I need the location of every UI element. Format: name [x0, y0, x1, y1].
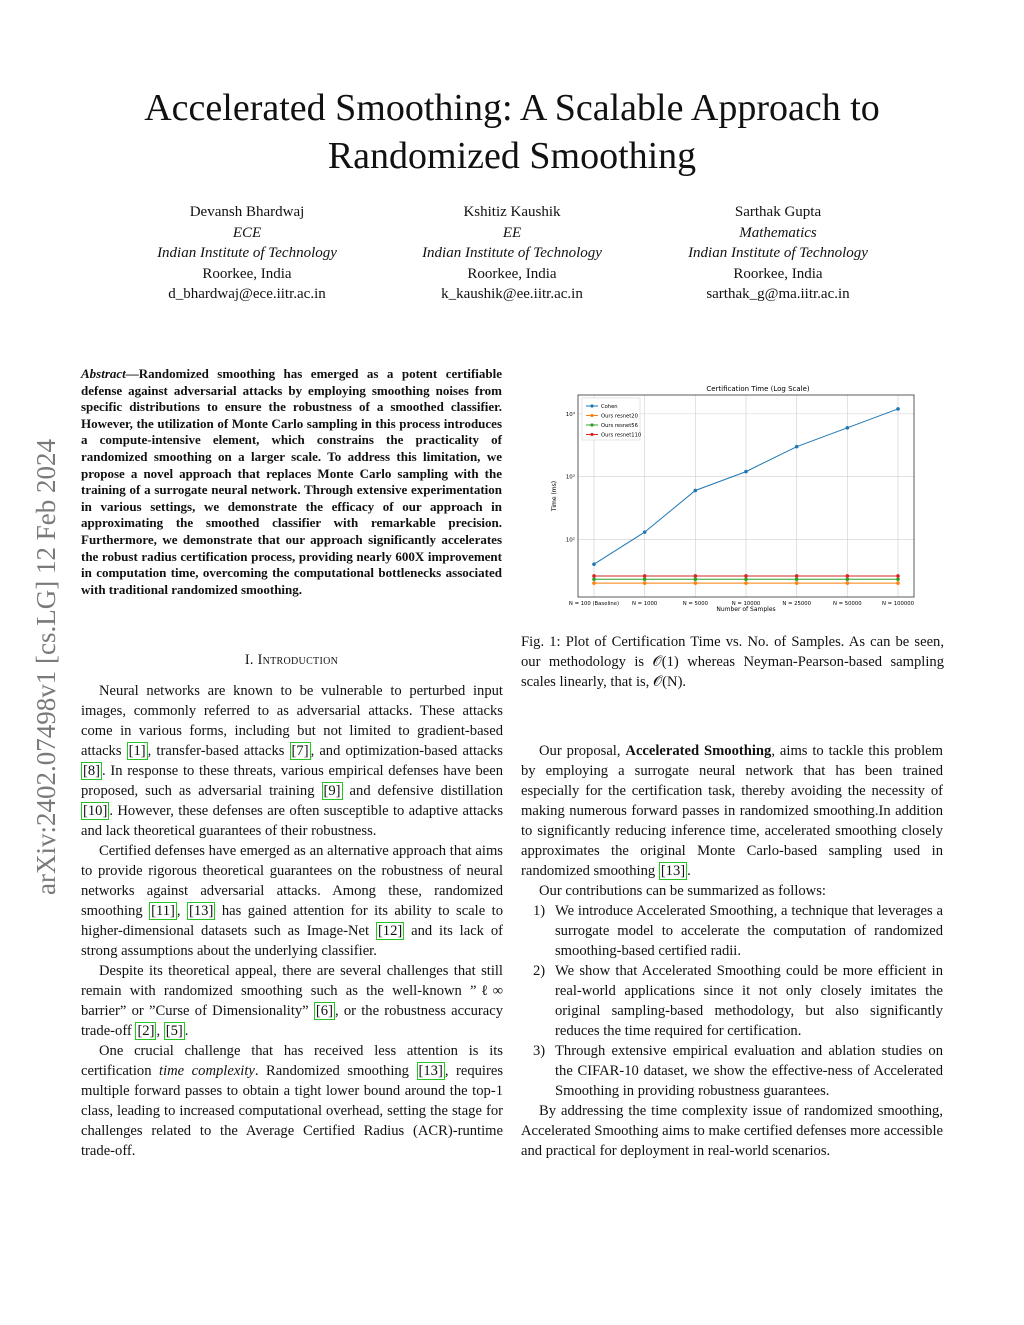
data-point [694, 489, 698, 493]
list-number: 3) [533, 1043, 546, 1059]
data-point [694, 574, 698, 578]
data-point [694, 577, 698, 581]
text: , aims to tackle this problem by employing a surrogate neural network that has been trained especially for the certification task, thereby avoiding the necessity of making numerous forward passes in randomized smoothing.In addition to significantly reducing inference time, accelerated smoothing closely approximates the original Monte Carlo-based sampling used in randomized smoothing [521, 743, 943, 879]
author-dept: ECE [232, 224, 262, 241]
author-block [643, 202, 913, 305]
citation-link[interactable]: [10] [83, 803, 108, 819]
arxiv-identifier[interactable]: arXiv:2402.07498v1 [cs.LG] 12 Feb 2024 [31, 439, 61, 895]
text: , and optimization-based attacks [310, 743, 503, 759]
right-column [521, 741, 943, 1161]
chart-legend [582, 398, 641, 440]
citation-link[interactable]: [7] [291, 743, 309, 759]
x-tick-label: N = 1000 [632, 601, 658, 607]
data-point [846, 581, 850, 585]
data-point [744, 470, 748, 474]
paragraph [81, 1041, 503, 1161]
citation-link[interactable]: [1] [128, 743, 146, 759]
data-point [795, 577, 799, 581]
emphasis: time complexity [159, 1063, 255, 1079]
y-tick-label: 10⁴ [565, 411, 575, 418]
citation-link[interactable]: [13] [660, 863, 686, 879]
legend-label: Ours resnet56 [601, 423, 638, 429]
data-point [592, 581, 596, 585]
text: . In response to these threats, various empirical defenses have been proposed, such as adversarial training [81, 763, 503, 799]
data-point [592, 574, 596, 578]
author-location: Roorkee, India [467, 265, 557, 282]
intro-column [81, 681, 503, 1161]
list-item [521, 961, 943, 1041]
author-dept: Mathematics [739, 224, 817, 241]
data-point [846, 574, 850, 578]
data-point [744, 574, 748, 578]
author-email[interactable]: d_bhardwaj@ece.iitr.ac.in [168, 286, 326, 302]
x-axis-label: Number of Samples [716, 606, 776, 613]
data-point [592, 562, 596, 566]
list-item [521, 901, 943, 961]
author-name: Kshitiz Kaushik [463, 204, 561, 220]
abstract [81, 366, 502, 598]
citation-link[interactable]: [12] [377, 923, 403, 939]
list-number: 1) [533, 903, 546, 919]
section-title: Introduction [257, 652, 339, 668]
legend-marker [590, 414, 593, 417]
citation-link[interactable]: [5] [165, 1023, 183, 1039]
list-item [521, 1041, 943, 1101]
data-point [795, 574, 799, 578]
author-institute: Indian Institute of Technology [157, 245, 337, 261]
text: , transfer-based attacks [147, 743, 290, 759]
data-point [896, 407, 900, 411]
author-name: Devansh Bhardwaj [189, 204, 305, 220]
x-tick-label: N = 100000 [882, 601, 914, 607]
citation-link[interactable]: [9] [323, 783, 341, 799]
paragraph: Our contributions can be summarized as follows: [539, 883, 826, 899]
data-point [896, 574, 900, 578]
author-institute: Indian Institute of Technology [688, 245, 868, 261]
text: . [184, 1023, 189, 1039]
list-text: We show that Accelerated Smoothing could be more efficient in real-world applications since it not only closely imitates the original sampling-based methodology, but also significantly reduces the time required for certification. [555, 963, 943, 1039]
author-dept: EE [502, 224, 522, 241]
text: , requires multiple forward passes to obtain a tight lower bound around the top-1 class, leading to increased computational overhead, setting the stage for challenges related to the Average Certified Radius (ACR)-runtime trade-off. [81, 1063, 503, 1159]
paragraph [521, 741, 943, 881]
x-tick-label: N = 10000 [731, 601, 761, 607]
figure-caption: Fig. 1: Plot of Certification Time vs. No. of Samples. As can be seen, our methodology is 𝒪(1) whereas Neyman-Pearson-based sampling scales linearly, that is, 𝒪(N). [521, 634, 944, 690]
text: . Randomized smoothing [254, 1063, 417, 1079]
data-point [643, 530, 647, 534]
data-point [744, 577, 748, 581]
author-location: Roorkee, India [733, 265, 823, 282]
text: . [687, 863, 691, 879]
data-point [643, 574, 647, 578]
text: One crucial challenge that has received less attention is its certification [81, 1043, 503, 1079]
data-point [744, 581, 748, 585]
y-tick-label: 10³ [565, 474, 575, 481]
x-tick-label: N = 25000 [782, 601, 811, 607]
legend-marker [590, 423, 593, 426]
text: Despite its theoretical appeal, there are several challenges that still remain with randomized smoothing such as the well-known ”ℓ∞ barrier” or ”Curse of Dimensionality” [81, 963, 503, 1019]
author-block [112, 202, 382, 305]
list-text: We introduce Accelerated Smoothing, a technique that leverages a surrogate model to accelerate the computation of randomized smoothing-based certified radii. [555, 903, 943, 959]
text: , [156, 1023, 164, 1039]
paragraph: By addressing the time complexity issue of randomized smoothing, Accelerated Smoothing aims to make certified defenses more accessible and practical for deployment in real-world scenarios. [521, 1103, 943, 1159]
bold-term: Accelerated Smoothing [625, 743, 772, 759]
data-point [846, 577, 850, 581]
paragraph [81, 841, 503, 961]
author-name: Sarthak Gupta [734, 204, 822, 220]
author-location: Roorkee, India [202, 265, 292, 282]
legend-marker [590, 433, 593, 436]
list-number: 2) [533, 963, 546, 979]
data-point [592, 577, 596, 581]
citation-link[interactable]: [11] [151, 903, 175, 919]
x-tick-label: N = 5000 [682, 601, 708, 607]
legend-label: Cohen [601, 404, 618, 410]
chart-title: Certification Time (Log Scale) [706, 385, 810, 393]
text: and defensive distillation [342, 783, 503, 799]
text: Certified defenses have emerged as an alternative approach that aims to provide rigorous theoretical guarantees on the robustness of neural networks against adversarial attacks. Among these, randomized smoothing [81, 843, 503, 919]
author-block [377, 202, 647, 305]
text: , or the robustness accuracy trade-off [81, 1003, 504, 1039]
data-point [643, 577, 647, 581]
paragraph [81, 681, 503, 841]
text: Neural networks are known to be vulnerable to perturbed input images, commonly referred to as adversarial attacks. These attacks come in various forms, including but not limited to gradient-based attacks [81, 683, 503, 759]
citation-link[interactable]: [13] [418, 1063, 443, 1079]
abstract-text: —Randomized smoothing has emerged as a potent certifiable defense against adversarial attacks by employing smoothing noises from specific distributions to ensure the robustness of a smoothed classifier. However, the utilization of Monte Carlo sampling in this process introduces a compute-intensive element, which constrains the practicality of randomized smoothing on a larger scale. To address this limitation, we propose a novel approach that replaces Monte Carlo sampling with the training of a surrogate neural network. Through extensive experimentation in various settings, we demonstrate the efficacy of our approach in approximating the smoothed classifier with remarkable precision. Furthermore, we demonstrate that our approach significantly accelerates the robust radius certification process, providing nearly 600X improvement in computation time, overcoming the computational bottlenecks associated with traditional randomized smoothing. [81, 366, 502, 597]
x-tick-label: N = 100 (Baseline) [568, 601, 620, 607]
data-point [846, 426, 850, 430]
list-text: Through extensive empirical evaluation and ablation studies on the CIFAR-10 dataset, we show the effective-ness of Accelerated Smoothing in providing robustness guarantees. [555, 1043, 943, 1099]
paragraph [81, 961, 503, 1041]
x-tick-label: N = 50000 [833, 601, 862, 607]
citation-link[interactable]: [2] [137, 1023, 155, 1039]
citation-link[interactable]: [6] [315, 1003, 333, 1019]
certification-time-chart [548, 383, 918, 613]
paper-title: Accelerated Smoothing: A Scalable Approach to Randomized Smoothing [144, 87, 880, 177]
text: . However, these defenses are often susceptible to adaptive attacks and lack theoretical guarantees of their robustness. [81, 803, 503, 839]
data-point [896, 577, 900, 581]
y-tick-label: 10² [565, 537, 575, 544]
data-point [795, 445, 799, 449]
y-ticks [566, 411, 576, 543]
author-institute: Indian Institute of Technology [422, 245, 602, 261]
author-email[interactable]: sarthak_g@ma.iitr.ac.in [706, 286, 850, 302]
text: has gained attention for its ability to scale to higher-dimensional datasets such as Image-Net [81, 903, 504, 939]
legend-label: Ours resnet110 [601, 432, 642, 439]
y-axis-label: Time (ms) [551, 480, 558, 512]
data-point [896, 581, 900, 585]
legend-marker [590, 404, 593, 407]
section-heading [81, 652, 502, 669]
data-point [643, 581, 647, 585]
data-point [795, 581, 799, 585]
text: and its lack of strong assumptions about the underlying classifier. [81, 923, 503, 959]
data-point [694, 581, 698, 585]
abstract-label: Abstract [81, 366, 126, 381]
text: Our proposal, [539, 743, 626, 759]
author-email[interactable]: k_kaushik@ee.iitr.ac.in [441, 286, 583, 302]
section-number: I. [244, 652, 254, 668]
legend-label: Ours resnet20 [601, 413, 638, 420]
citation-link[interactable]: [13] [189, 903, 214, 919]
text: , [176, 903, 188, 919]
citation-link[interactable]: [8] [83, 763, 101, 779]
contribution-list [521, 901, 943, 1101]
